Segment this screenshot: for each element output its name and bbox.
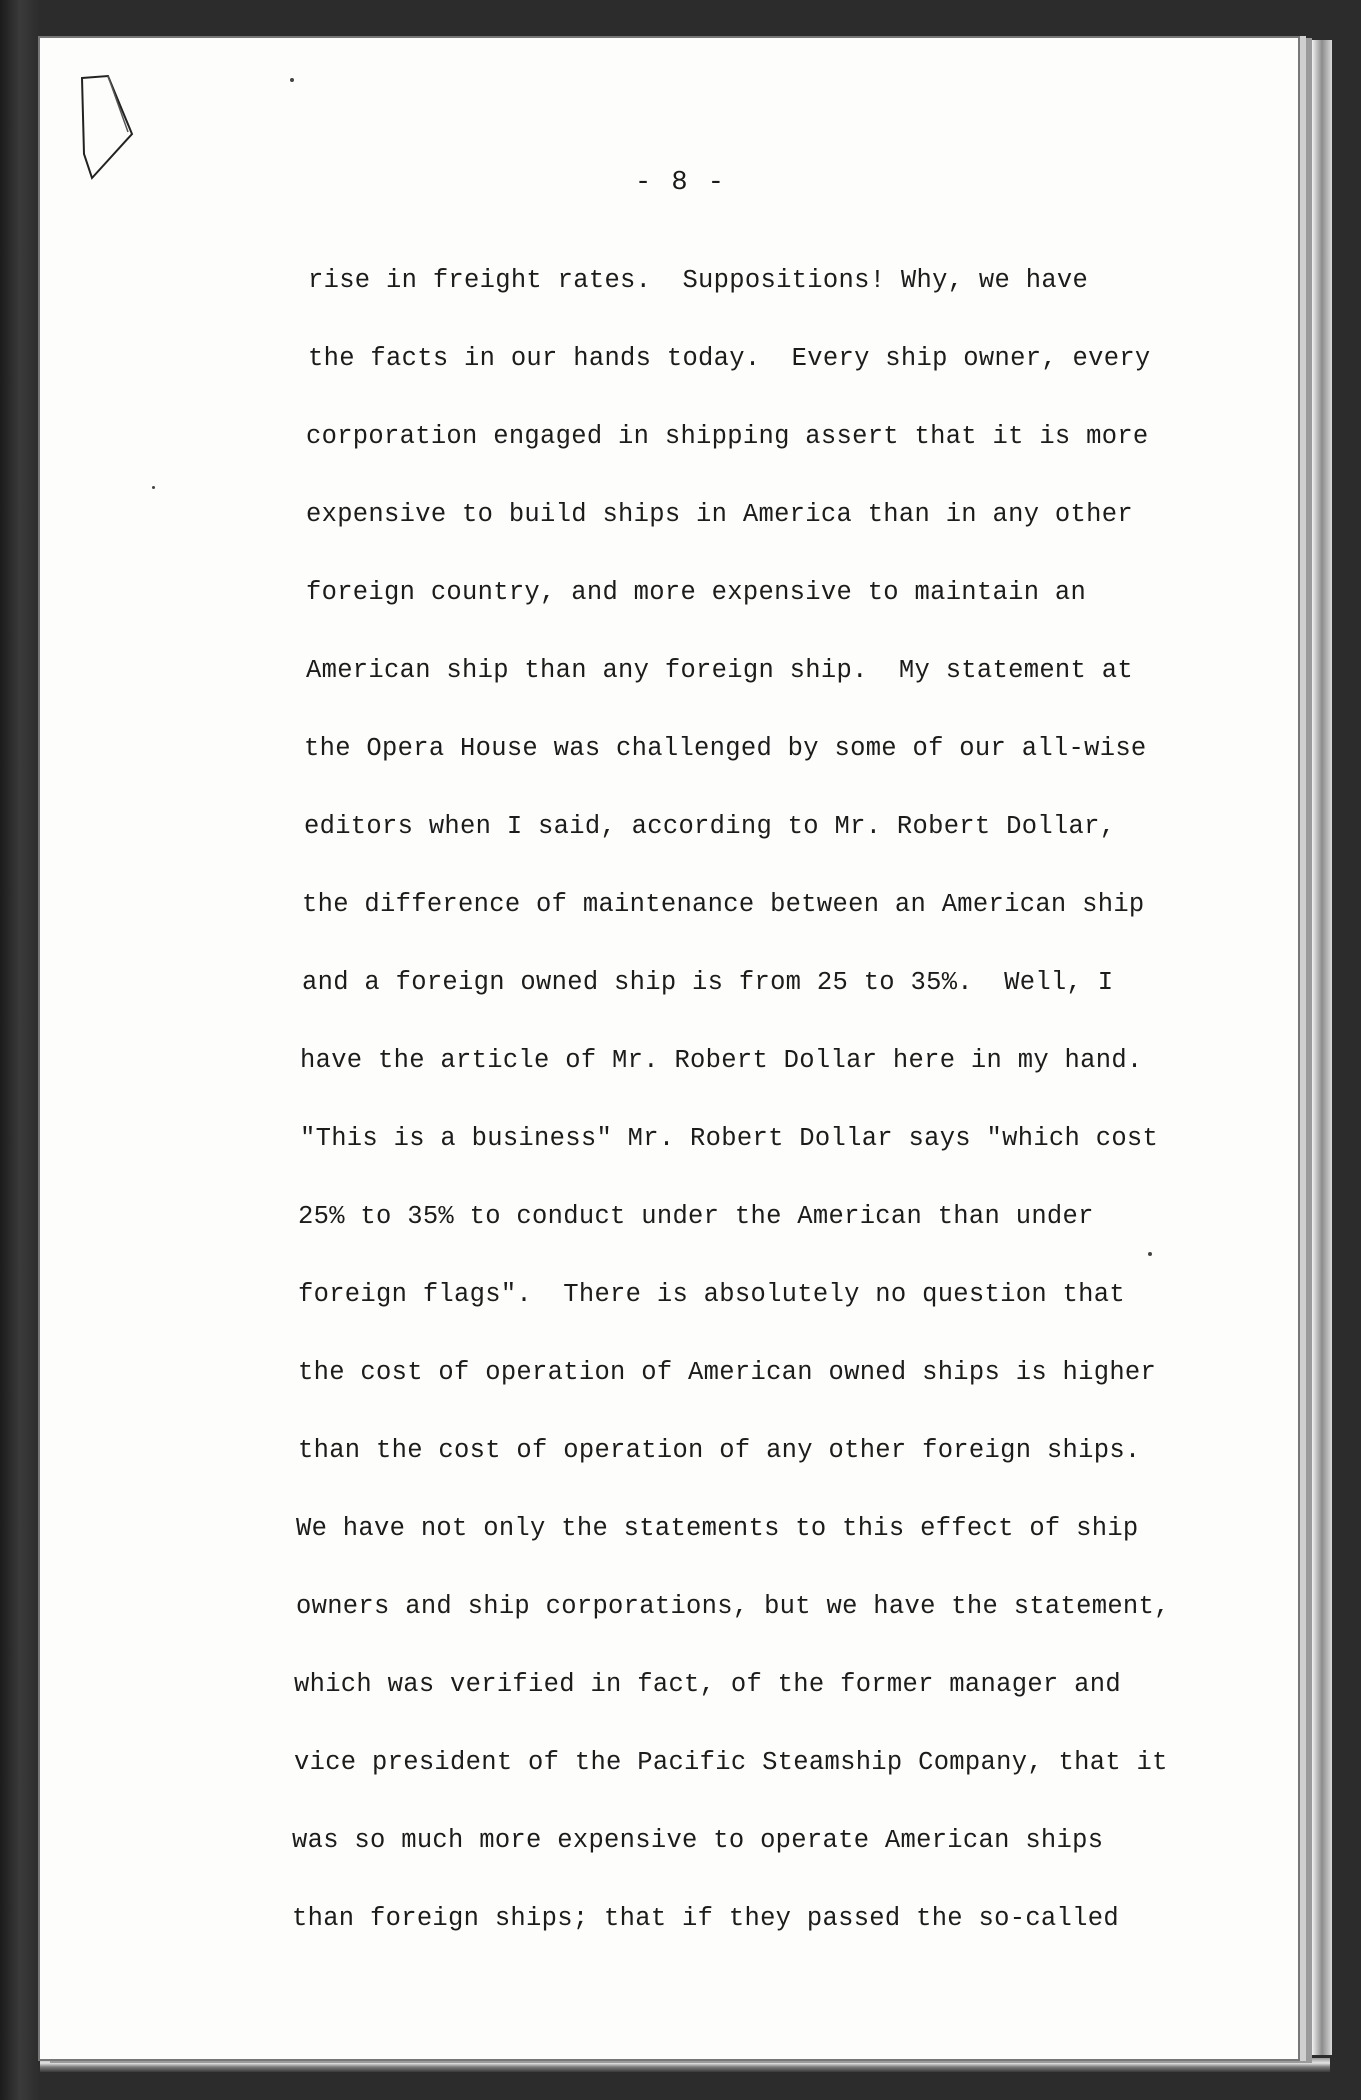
text-line: expensive to build ships in America than in any other (306, 500, 1133, 529)
text-line: "This is a business" Mr. Robert Dollar says "which cost (300, 1124, 1159, 1153)
text-line: was so much more expensive to operate American ships (292, 1826, 1104, 1855)
page-number: - 8 - (634, 168, 726, 198)
text-line: rise in freight rates. Suppositions! Why, we have (308, 266, 1089, 295)
text-line: foreign country, and more expensive to maintain an (306, 578, 1087, 607)
text-line: the difference of maintenance between an American ship (302, 890, 1145, 919)
typed-body-text (292, 242, 1196, 1958)
text-line: editors when I said, according to Mr. Robert Dollar, (304, 812, 1116, 841)
text-line: corporation engaged in shipping assert that it is more (306, 422, 1149, 451)
text-line: than foreign ships; that if they passed the so-called (292, 1904, 1119, 1933)
text-line: foreign flags". There is absolutely no question that (298, 1280, 1125, 1309)
paper-speck (290, 78, 294, 82)
text-line: American ship than any foreign ship. My statement at (306, 656, 1133, 685)
text-line: owners and ship corporations, but we have the statement, (296, 1592, 1170, 1621)
text-line: the cost of operation of American owned ships is higher (298, 1358, 1157, 1387)
text-line: have the article of Mr. Robert Dollar here in my hand. (300, 1046, 1143, 1075)
text-line: vice president of the Pacific Steamship Company, that it (294, 1748, 1168, 1777)
text-line: and a foreign owned ship is from 25 to 35%. Well, I (302, 968, 1114, 997)
text-line: which was verified in fact, of the former manager and (294, 1670, 1121, 1699)
text-line: the facts in our hands today. Every ship owner, every (308, 344, 1151, 373)
text-line: than the cost of operation of any other foreign ships. (298, 1436, 1141, 1465)
paper-edge-right (1300, 40, 1332, 2055)
text-line: 25% to 35% to conduct under the American than under (298, 1202, 1094, 1231)
text-line: the Opera House was challenged by some of our all-wise (304, 734, 1147, 763)
text-line: We have not only the statements to this effect of ship (296, 1514, 1139, 1543)
paper-speck (152, 486, 155, 489)
